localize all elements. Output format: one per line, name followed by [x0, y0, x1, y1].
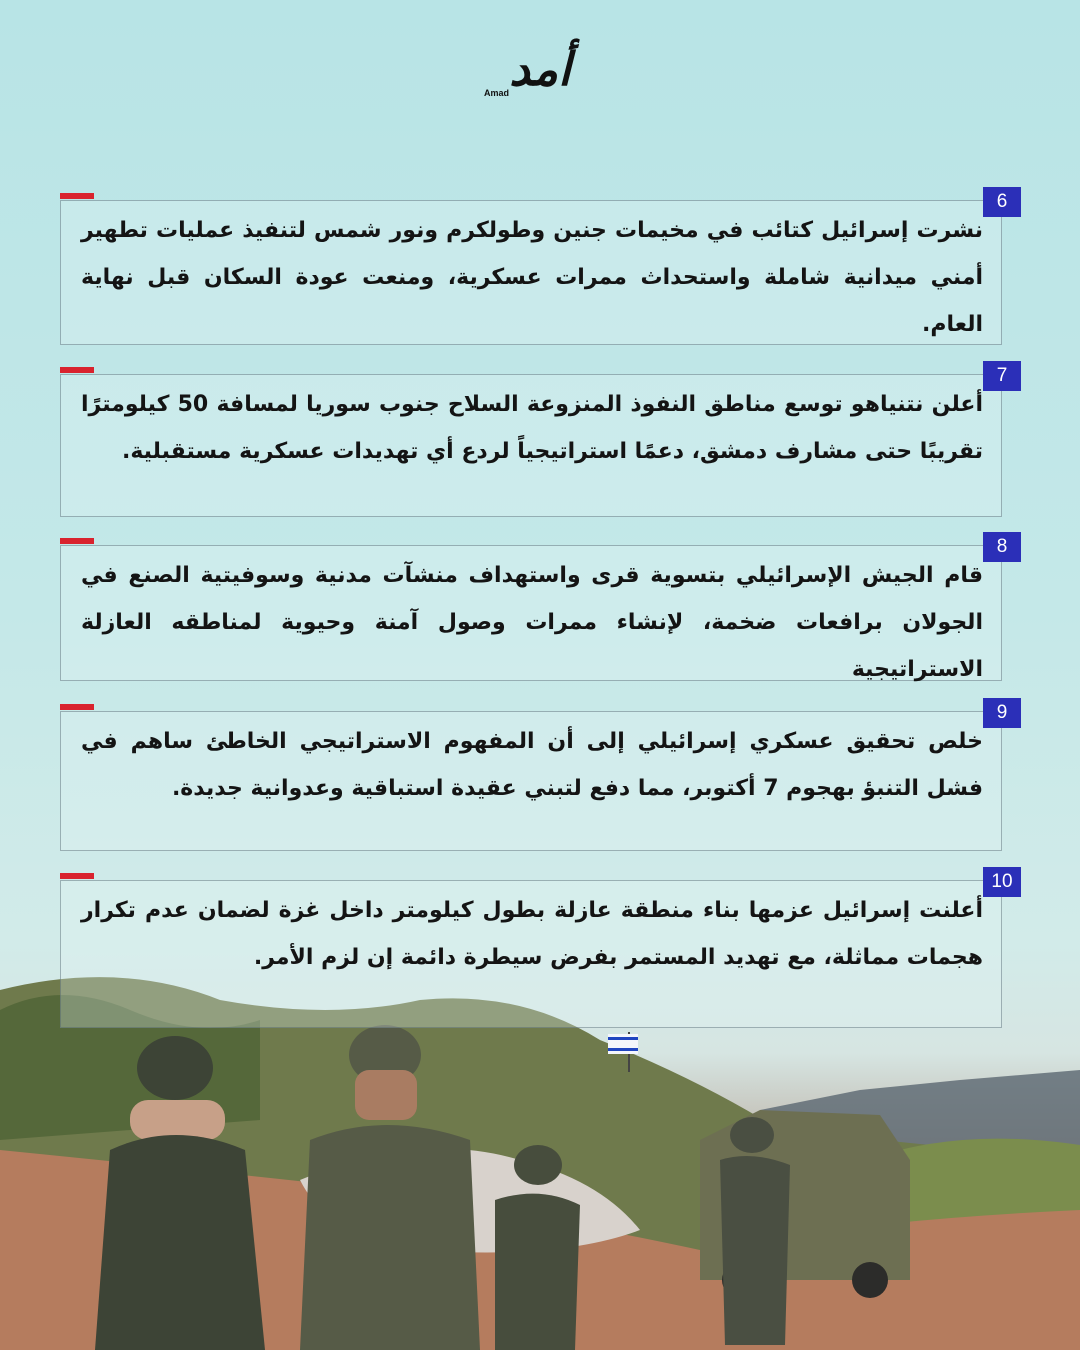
item-number-badge: 10: [983, 867, 1021, 897]
logo-arabic: أمد: [509, 42, 571, 96]
accent-bar: [60, 367, 94, 373]
amad-logo: [470, 42, 610, 102]
accent-bar: [60, 704, 94, 710]
news-card-9: [60, 702, 1008, 851]
item-text: نشرت إسرائيل كتائب في مخيمات جنين وطولكرم ونور شمس لتنفيذ عمليات تطهير أمني ميدانية شاملة واستحداث ممرات عسكرية، ومنعت عودة السكان قبل نهاية العام.: [81, 218, 983, 337]
news-card-8: [60, 536, 1008, 682]
news-card-6: [60, 191, 1008, 345]
accent-bar: [60, 538, 94, 544]
item-number-badge: 8: [983, 532, 1021, 562]
logo-latin: Amad: [484, 88, 510, 98]
accent-bar: [60, 193, 94, 199]
item-number-badge: 6: [983, 187, 1021, 217]
news-card-7: [60, 365, 1008, 517]
item-number-badge: 9: [983, 698, 1021, 728]
accent-bar: [60, 873, 94, 879]
news-card-10: [60, 871, 1013, 1028]
item-text: أعلنت إسرائيل عزمها بناء منطقة عازلة بطول كيلومتر داخل غزة لضمان عدم تكرار هجمات مماثلة، مع تهديد المستمر بفرض سيطرة دائمة إن لزم الأمر.: [81, 898, 983, 970]
item-text: قام الجيش الإسرائيلي بتسوية قرى واستهداف منشآت مدنية وسوفيتية الصنع في الجولان برافعات ضخمة، لإنشاء ممرات وصول آمنة وحيوية لمناطقه العازلة الاستراتيجية: [81, 563, 983, 682]
item-text: أعلن نتنياهو توسع مناطق النفوذ المنزوعة السلاح جنوب سوريا لمسافة 50 كيلومترًا تقريبًا حتى مشارف دمشق، دعمًا استراتيجياً لردع أي تهديدات عسكرية مستقبلية.: [81, 392, 983, 464]
item-text: خلص تحقيق عسكري إسرائيلي إلى أن المفهوم الاستراتيجي الخاطئ ساهم في فشل التنبؤ بهجوم 7 أكتوبر، مما دفع لتبني عقيدة استباقية وعدوانية جديدة.: [81, 729, 983, 801]
item-number-badge: 7: [983, 361, 1021, 391]
